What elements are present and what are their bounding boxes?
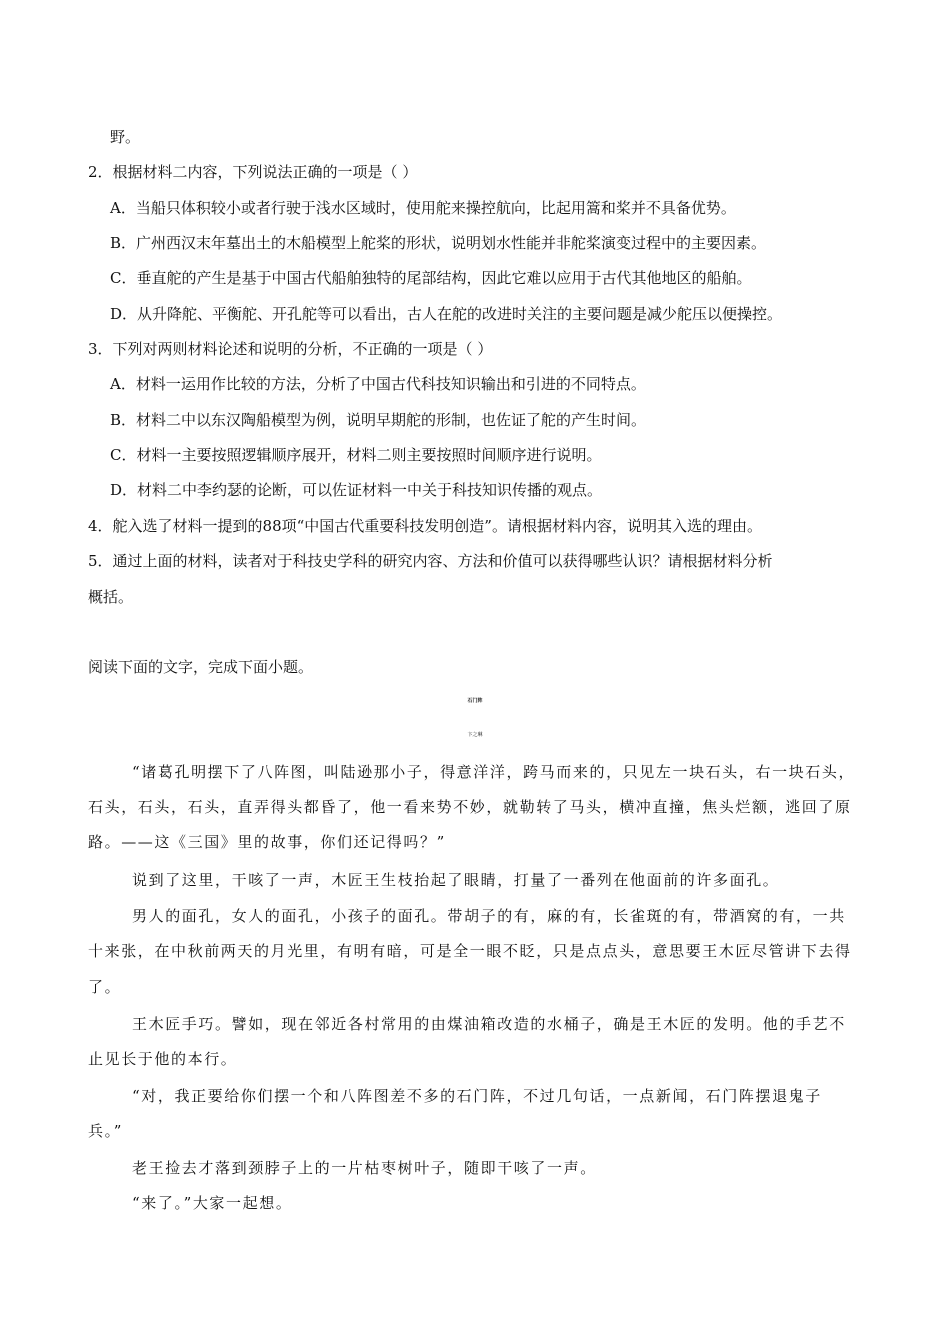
question-3-option-b: B．材料二中以东汉陶船模型为例，说明早期舵的形制，也佐证了舵的产生时间。 xyxy=(110,411,647,429)
question-3-option-a: A．材料一运用作比较的方法，分析了中国古代科技知识输出和引进的不同特点。 xyxy=(110,375,646,393)
story-line-4: 说到了这里，干咳了一声，木匠王生枝抬起了眼睛，打量了一番列在他面前的许多面孔。 xyxy=(132,871,780,889)
question-3-stem: 3．下列对两则材料论述和说明的分析，不正确的一项是（ ） xyxy=(88,340,493,358)
reading-instruction: 阅读下面的文字，完成下面小题。 xyxy=(88,658,314,676)
story-line-13: “来了。”大家一起想。 xyxy=(132,1194,293,1212)
question-2-option-d: D．从升降舵、平衡舵、开孔舵等可以看出，古人在舵的改进时关注的主要问题是减少舵压以便操控。 xyxy=(110,305,783,323)
story-line-2: 石头，石头，石头，直弄得头都昏了，他一看来势不妙，就勒转了马头，横冲直撞，焦头烂额，逃回了原 xyxy=(88,798,852,816)
question-3-option-d: D．材料二中李约瑟的论断，可以佐证材料一中关于科技知识传播的观点。 xyxy=(110,481,603,499)
question-2-option-b: B．广州西汉末年墓出土的木船模型上舵桨的形状，说明划水性能并非舵桨演变过程中的主要因素。 xyxy=(110,234,767,252)
story-title: 石门阵 xyxy=(467,698,483,704)
story-line-10: “对，我正要给你们摆一个和八阵图差不多的石门阵，不过几句话，一点新闻，石门阵摆退鬼子 xyxy=(132,1087,822,1105)
story-line-7: 了。 xyxy=(88,978,122,996)
question-4: 4．舵入选了材料一提到的88项“中国古代重要科技发明创造”。请根据材料内容，说明其入选的理由。 xyxy=(88,517,762,535)
question-5-line-1: 5．通过上面的材料，读者对于科技史学科的研究内容、方法和价值可以获得哪些认识？请根据材料分析 xyxy=(88,552,773,570)
story-line-6: 十来张，在中秋前两天的月光里，有明有暗，可是全一眼不眨，只是点点头，意思要王木匠尽管讲下去得 xyxy=(88,942,852,960)
story-line-12: 老王捡去才落到颈脖子上的一片枯枣树叶子，随即干咳了一声。 xyxy=(132,1159,597,1177)
question-5-line-2: 概括。 xyxy=(88,588,134,606)
carryover-text: 野。 xyxy=(110,128,141,146)
question-2-option-a: A．当船只体积较小或者行驶于浅水区域时，使用舵来操控航向，比起用篙和桨并不具备优势。 xyxy=(110,199,736,217)
story-line-11: 兵。” xyxy=(88,1122,123,1140)
story-line-3: 路。——这《三国》里的故事，你们还记得吗？” xyxy=(88,833,446,851)
story-line-9: 止见长于他的本行。 xyxy=(88,1050,238,1068)
story-line-8: 王木匠手巧。譬如，现在邻近各村常用的由煤油箱改造的水桶子，确是王木匠的发明。他的手艺不 xyxy=(132,1015,846,1033)
question-2-stem: 2．根据材料二内容，下列说法正确的一项是（ ） xyxy=(88,163,418,181)
question-2-option-c: C．垂直舵的产生是基于中国古代船舶独特的尾部结构，因此它难以应用于古代其他地区的船舶。 xyxy=(110,269,752,287)
question-3-option-c: C．材料一主要按照逻辑顺序展开，材料二则主要按照时间顺序进行说明。 xyxy=(110,446,602,464)
story-line-5: 男人的面孔，女人的面孔，小孩子的面孔。带胡子的有，麻的有，长雀斑的有，带酒窝的有，一共 xyxy=(132,907,846,925)
story-line-1: “诸葛孔明摆下了八阵图，叫陆逊那小子，得意洋洋，跨马而来的，只见左一块石头，右一块石头， xyxy=(132,763,856,781)
story-author: 卞之琳 xyxy=(467,732,483,738)
